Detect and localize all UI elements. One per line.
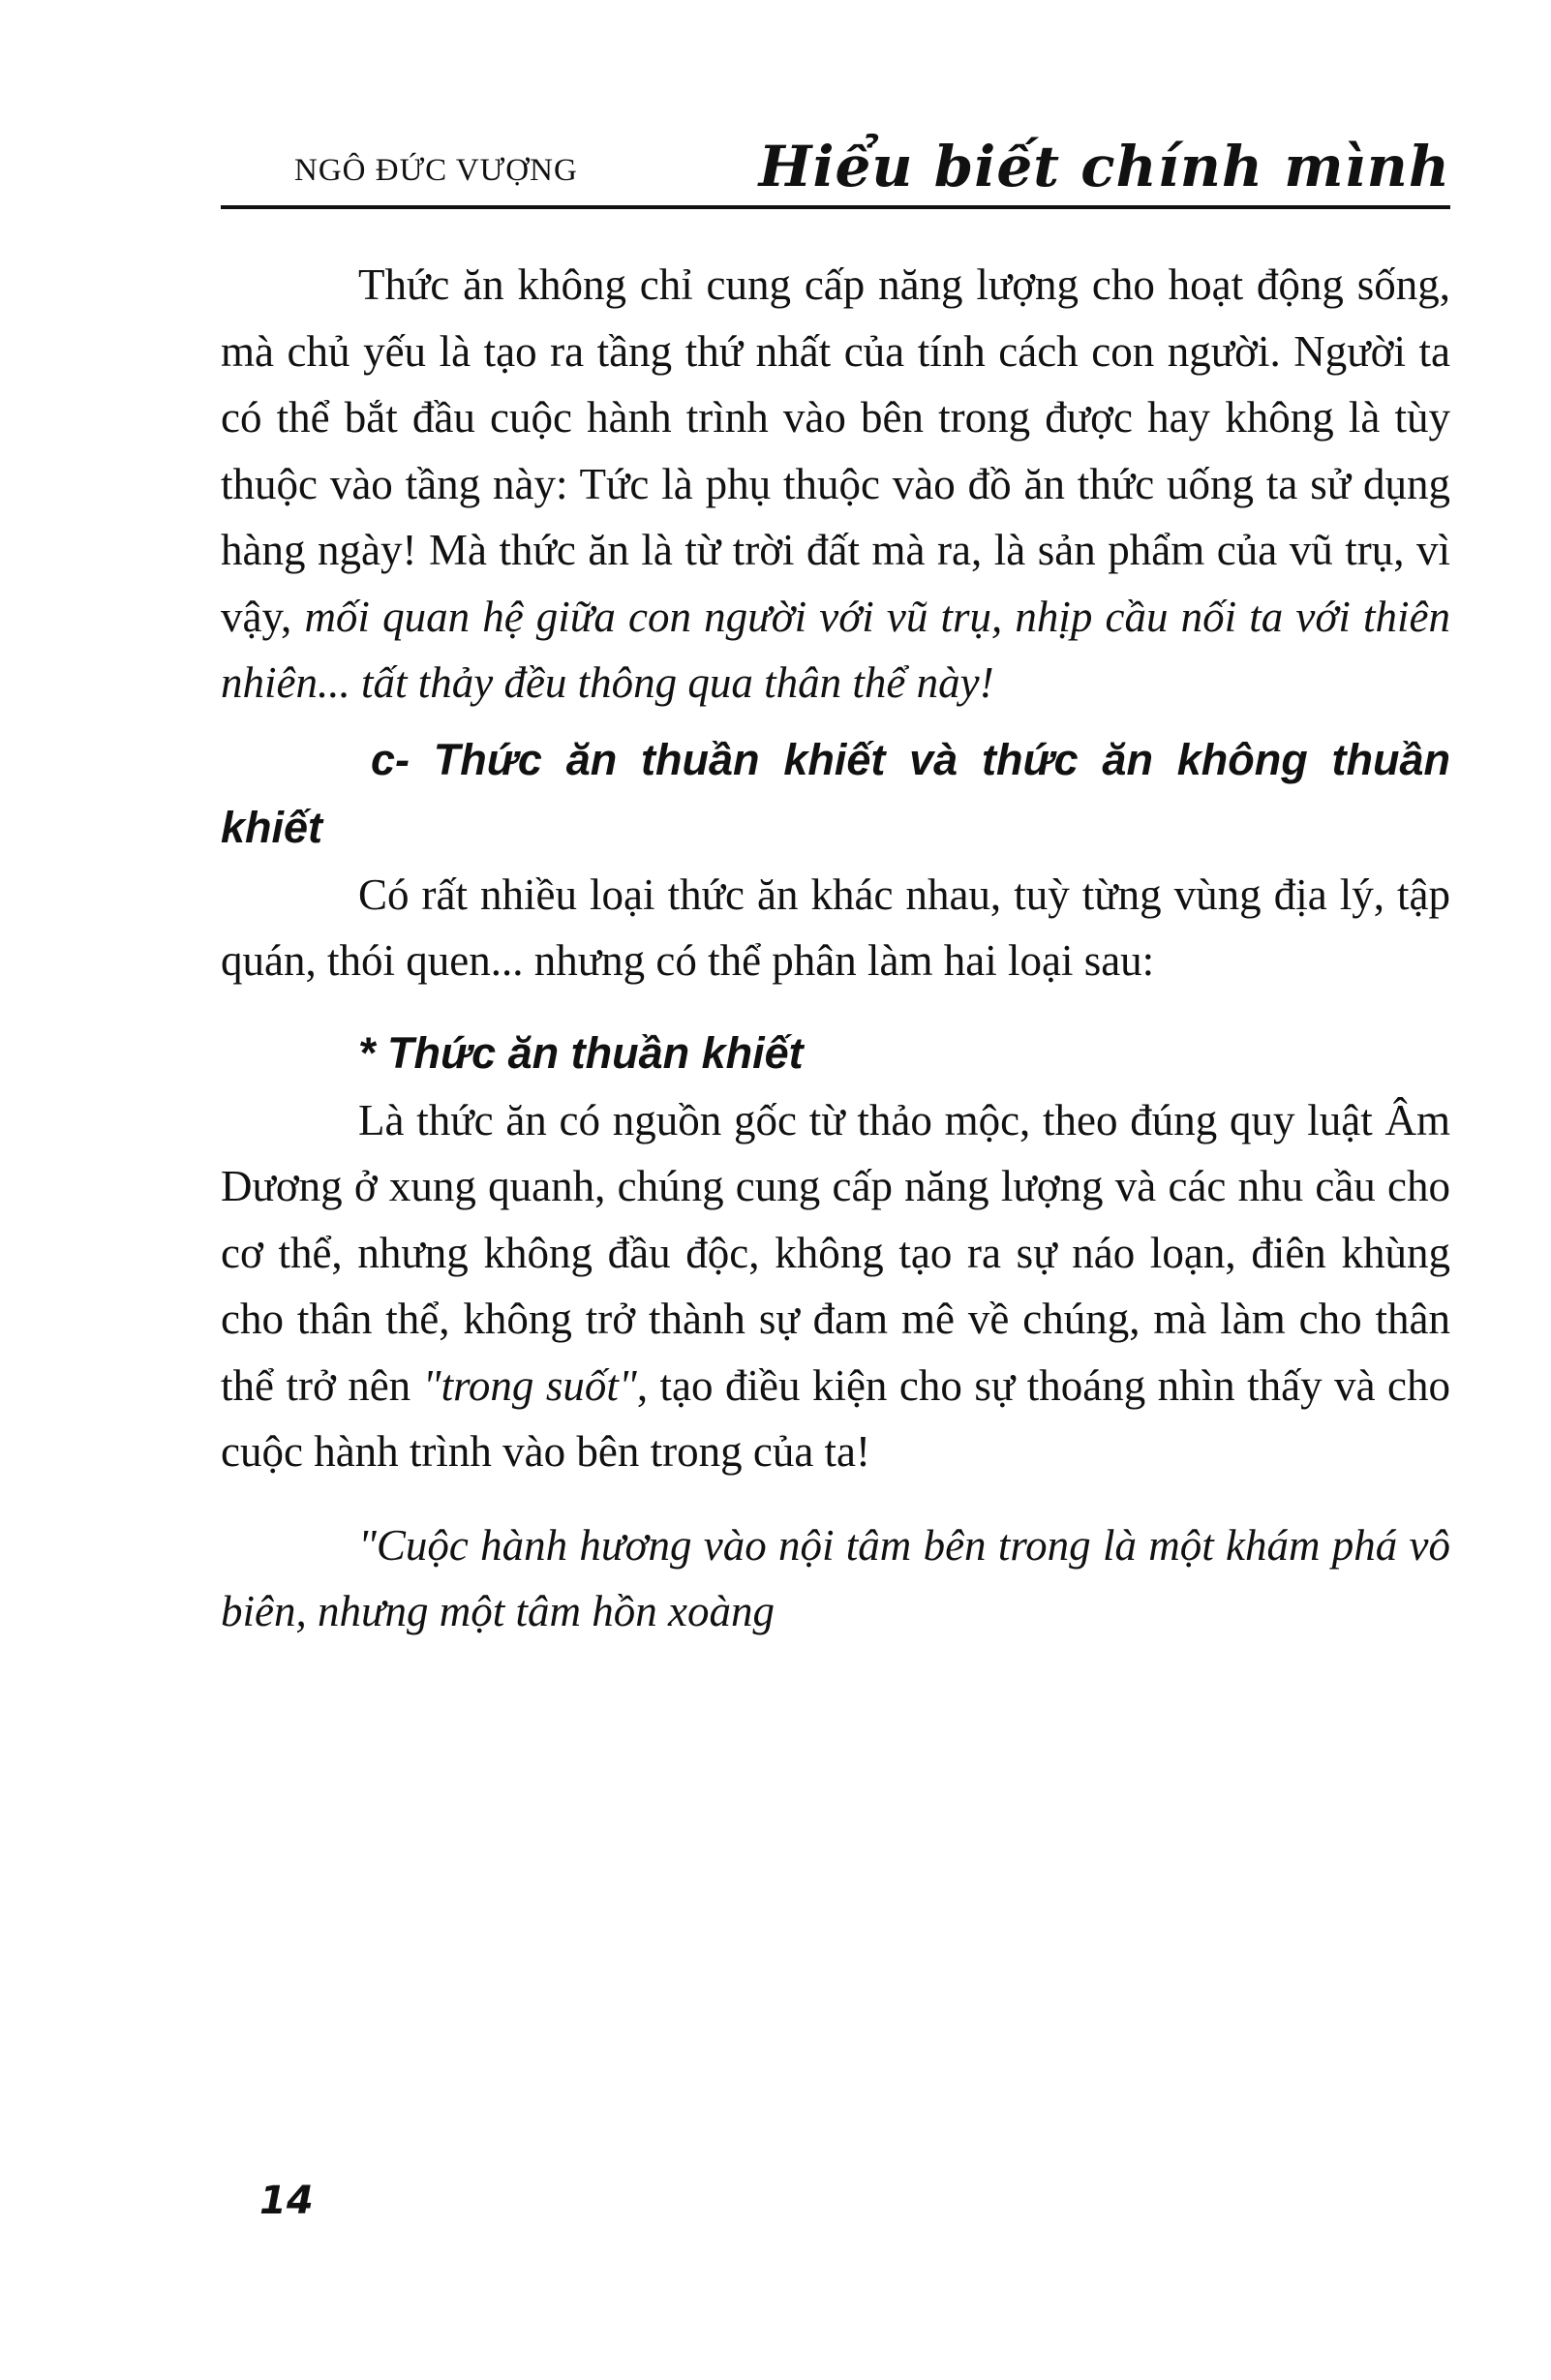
quote-paragraph: "Cuộc hành hương vào nội tâm bên trong là một khám phá vô biên, nhưng một tâm hồn xoàng <box>221 1520 1450 1635</box>
subheading-pure-food: * Thức ăn thuần khiết <box>358 1027 804 1078</box>
section-heading-c: c- Thức ăn thuần khiết và thức ăn không thuần khiết <box>221 734 1450 852</box>
running-header <box>221 134 1450 201</box>
paragraph-text-end: , tạo điều kiện cho sự thoáng nhìn thấy và cho cuộc hành trình vào bên trong của ta! <box>221 1360 1451 1476</box>
header-author: NGÔ ĐỨC VƯỢNG <box>294 153 578 188</box>
paragraph-italic-text: "trong suốt" <box>422 1360 637 1410</box>
page-number: 14 <box>259 2179 314 2223</box>
page-body <box>221 252 1450 1645</box>
paragraph-food-types: Có rất nhiều loại thức ăn khác nhau, tuỳ từng vùng địa lý, tập quán, thói quen... nhưng có thể phân làm hai loại sau: <box>221 870 1450 985</box>
header-rule <box>221 205 1450 209</box>
header-book-title: Hiểu biết chính mình <box>758 134 1450 199</box>
paragraph-italic-text: mối quan hệ giữa con người với vũ trụ, nhịp cầu nối ta với thiên nhiên... tất thảy đều thông qua thân thể này! <box>221 592 1450 707</box>
paragraph-food-energy <box>221 252 1450 717</box>
paragraph-text: Là thức ăn có nguồn gốc từ thảo mộc, theo đúng quy luật Âm Dương ở xung quanh, chúng cung cấp năng lượng và các nhu cầu cho cơ thể, nhưng không đầu độc, không tạo ra sự náo loạn, điên khùng cho thân thể, không trở thành sự đam mê về chúng, mà làm cho thân thể trở nên <box>221 1095 1450 1410</box>
paragraph-pure-food <box>221 1087 1450 1485</box>
paragraph-text: Thức ăn không chỉ cung cấp năng lượng cho hoạt động sống, mà chủ yếu là tạo ra tầng thứ nhất của tính cách con người. Người ta có thể bắt đầu cuộc hành trình vào bên trong được hay không là tùy thuộc vào tầng này: Tức là phụ thuộc vào đồ ăn thức uống ta sử dụng hàng ngày! Mà thức ăn là từ trời đất mà ra, là sản phẩm của vũ trụ, vì vậy, <box>221 260 1450 641</box>
